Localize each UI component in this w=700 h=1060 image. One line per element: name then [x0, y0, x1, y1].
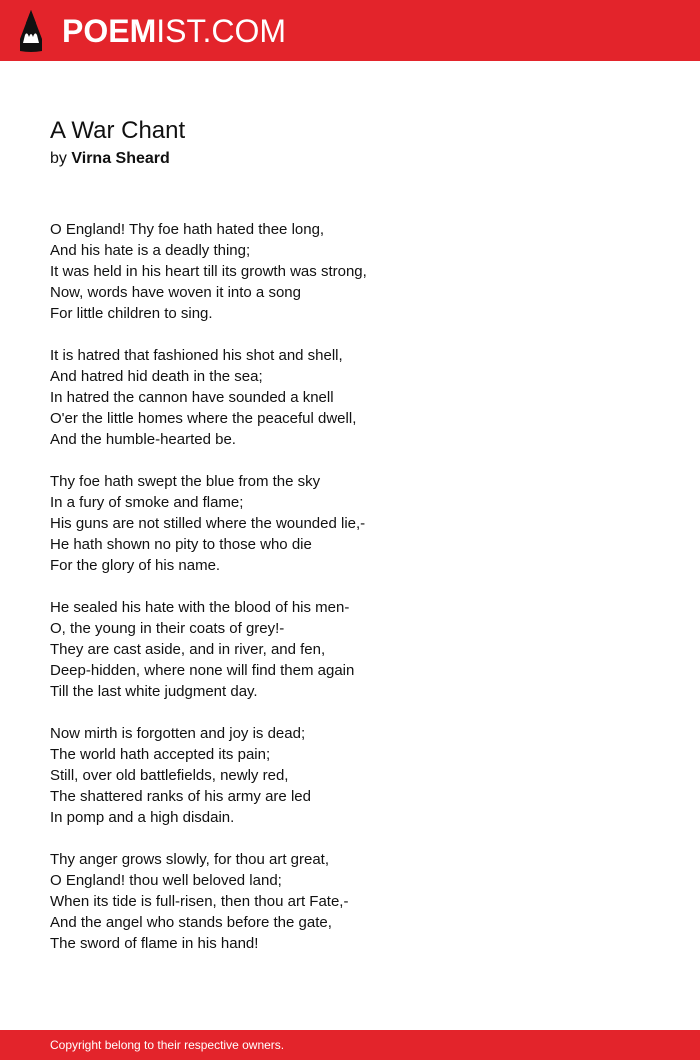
poem-line: The sword of flame in his hand!: [50, 935, 259, 952]
by-label: by: [50, 150, 67, 167]
stanza: [50, 219, 650, 324]
site-header: [0, 0, 700, 61]
poem-line: When its tide is full-risen, then thou art Fate,-: [50, 893, 349, 910]
poem-line: The shattered ranks of his army are led: [50, 788, 311, 805]
poem-line: Thy foe hath swept the blue from the sky: [50, 473, 321, 490]
poem-line: And hatred hid death in the sea;: [50, 368, 263, 385]
poem-line: And the angel who stands before the gate,: [50, 914, 332, 931]
poem-line: O'er the little homes where the peaceful dwell,: [50, 410, 357, 427]
poem-line: Now mirth is forgotten and joy is dead;: [50, 725, 306, 742]
poem-line: It was held in his heart till its growth was strong,: [50, 263, 367, 280]
pencil-tip-icon: [17, 9, 45, 53]
poem-line: They are cast aside, and in river, and fen,: [50, 641, 326, 658]
poem-line: The world hath accepted its pain;: [50, 746, 271, 763]
poem-body: [50, 219, 650, 975]
site-logo[interactable]: [62, 11, 286, 51]
stanza: [50, 849, 650, 954]
poem-line: Till the last white judgment day.: [50, 683, 258, 700]
poem-line: In a fury of smoke and flame;: [50, 494, 244, 511]
poem-line: For little children to sing.: [50, 305, 213, 322]
stanza: [50, 597, 650, 702]
stanza: [50, 723, 650, 828]
copyright-notice: Copyright belong to their respective owners.: [50, 1038, 285, 1052]
poem-line: And his hate is a deadly thing;: [50, 242, 251, 259]
poem-line: Still, over old battlefields, newly red,: [50, 767, 289, 784]
poem-line: He hath shown no pity to those who die: [50, 536, 312, 553]
poem-line: And the humble-hearted be.: [50, 431, 236, 448]
stanza: [50, 471, 650, 576]
poem-line: In hatred the cannon have sounded a knell: [50, 389, 334, 406]
poem-line: In pomp and a high disdain.: [50, 809, 235, 826]
stanza: [50, 345, 650, 450]
logo-text-bold: POEM: [62, 13, 157, 49]
poem-title: A War Chant: [50, 117, 186, 144]
poem-line: Thy anger grows slowly, for thou art great,: [50, 851, 330, 868]
logo-text-light: IST.COM: [156, 13, 287, 49]
poem-line: His guns are not stilled where the wounded lie,-: [50, 515, 366, 532]
author-name: Virna Sheard: [71, 150, 170, 167]
byline: [50, 148, 170, 170]
poem-line: He sealed his hate with the blood of his men-: [50, 599, 350, 616]
poem-line: Deep-hidden, where none will find them again: [50, 662, 355, 679]
poem-line: It is hatred that fashioned his shot and shell,: [50, 347, 343, 364]
poem-line: For the glory of his name.: [50, 557, 221, 574]
poem-line: O, the young in their coats of grey!-: [50, 620, 285, 637]
site-footer: [0, 1030, 700, 1060]
poem-line: Now, words have woven it into a song: [50, 284, 301, 301]
poem-line: O England! Thy foe hath hated thee long,: [50, 221, 325, 238]
poem-line: O England! thou well beloved land;: [50, 872, 282, 889]
